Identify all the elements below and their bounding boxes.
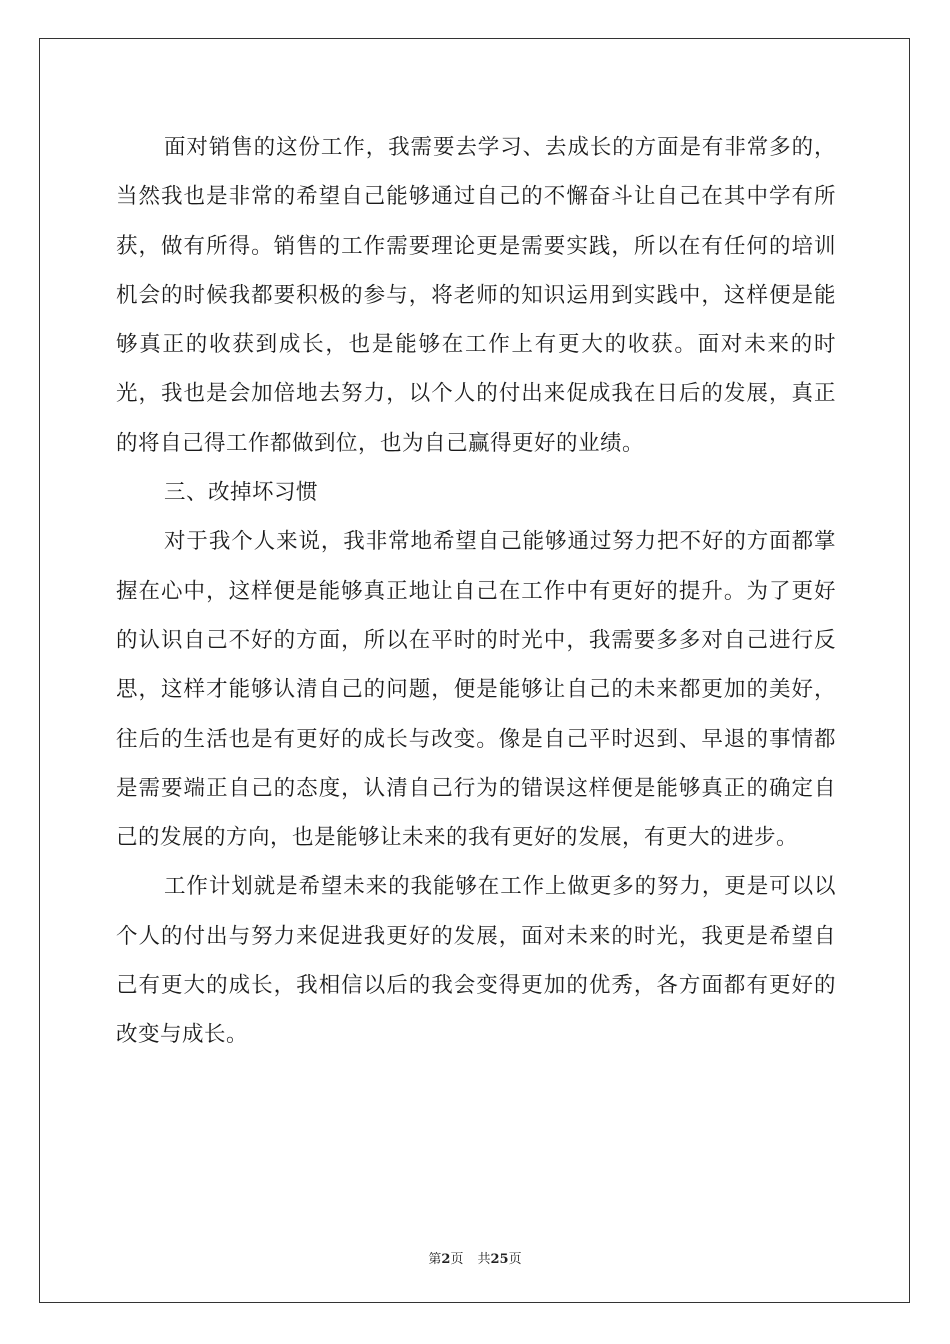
- paragraph-sales-learning: 面对销售的这份工作，我需要去学习、去成长的方面是有非常多的，当然我也是非常的希望自己能够通过自己的不懈奋斗让自己在其中学有所获，做有所得。销售的工作需要理论更是需要实践，所以在有任何的培训机会的时候我都要积极的参与，将老师的知识运用到实践中，这样便是能够真正的收获到成长，也是能够在工作上有更大的收获。面对未来的时光，我也是会加倍地去努力，以个人的付出来促成我在日后的发展，真正的将自己得工作都做到位，也为自己赢得更好的业绩。: [116, 135, 836, 456]
- section-heading-break-bad-habits: 三、改掉坏习惯: [164, 480, 319, 506]
- page-footer: [0, 1248, 950, 1267]
- page-indicator: 第2页: [428, 1252, 464, 1267]
- paragraph-self-reflection: 对于我个人来说，我非常地希望自己能够通过努力把不好的方面都掌握在心中，这样便是能够真正地让自己在工作中有更好的提升。为了更好的认识自己不好的方面，所以在平时的时光中，我需要多多对自己进行反思，这样才能够认清自己的问题，便是能够让自己的未来都更加的美好，往后的生活也是有更好的成长与改变。像是自己平时迟到、早退的事情都是需要端正自己的态度，认清自己行为的错误这样便是能够真正的确定自己的发展的方向，也是能够让未来的我有更好的发展，有更大的进步。: [116, 529, 836, 851]
- current-page-number: 2: [441, 1252, 451, 1267]
- paragraph-work-plan-conclusion: 工作计划就是希望未来的我能够在工作上做更多的努力，更是可以以个人的付出与努力来促进我更好的发展，面对未来的时光，我更是希望自己有更大的成长，我相信以后的我会变得更加的优秀，各方面都有更好的改变与成长。: [116, 874, 836, 1048]
- total-page-count: 25: [490, 1252, 509, 1267]
- document-body: [116, 123, 836, 1060]
- total-pages-indicator: 共25页: [477, 1252, 522, 1267]
